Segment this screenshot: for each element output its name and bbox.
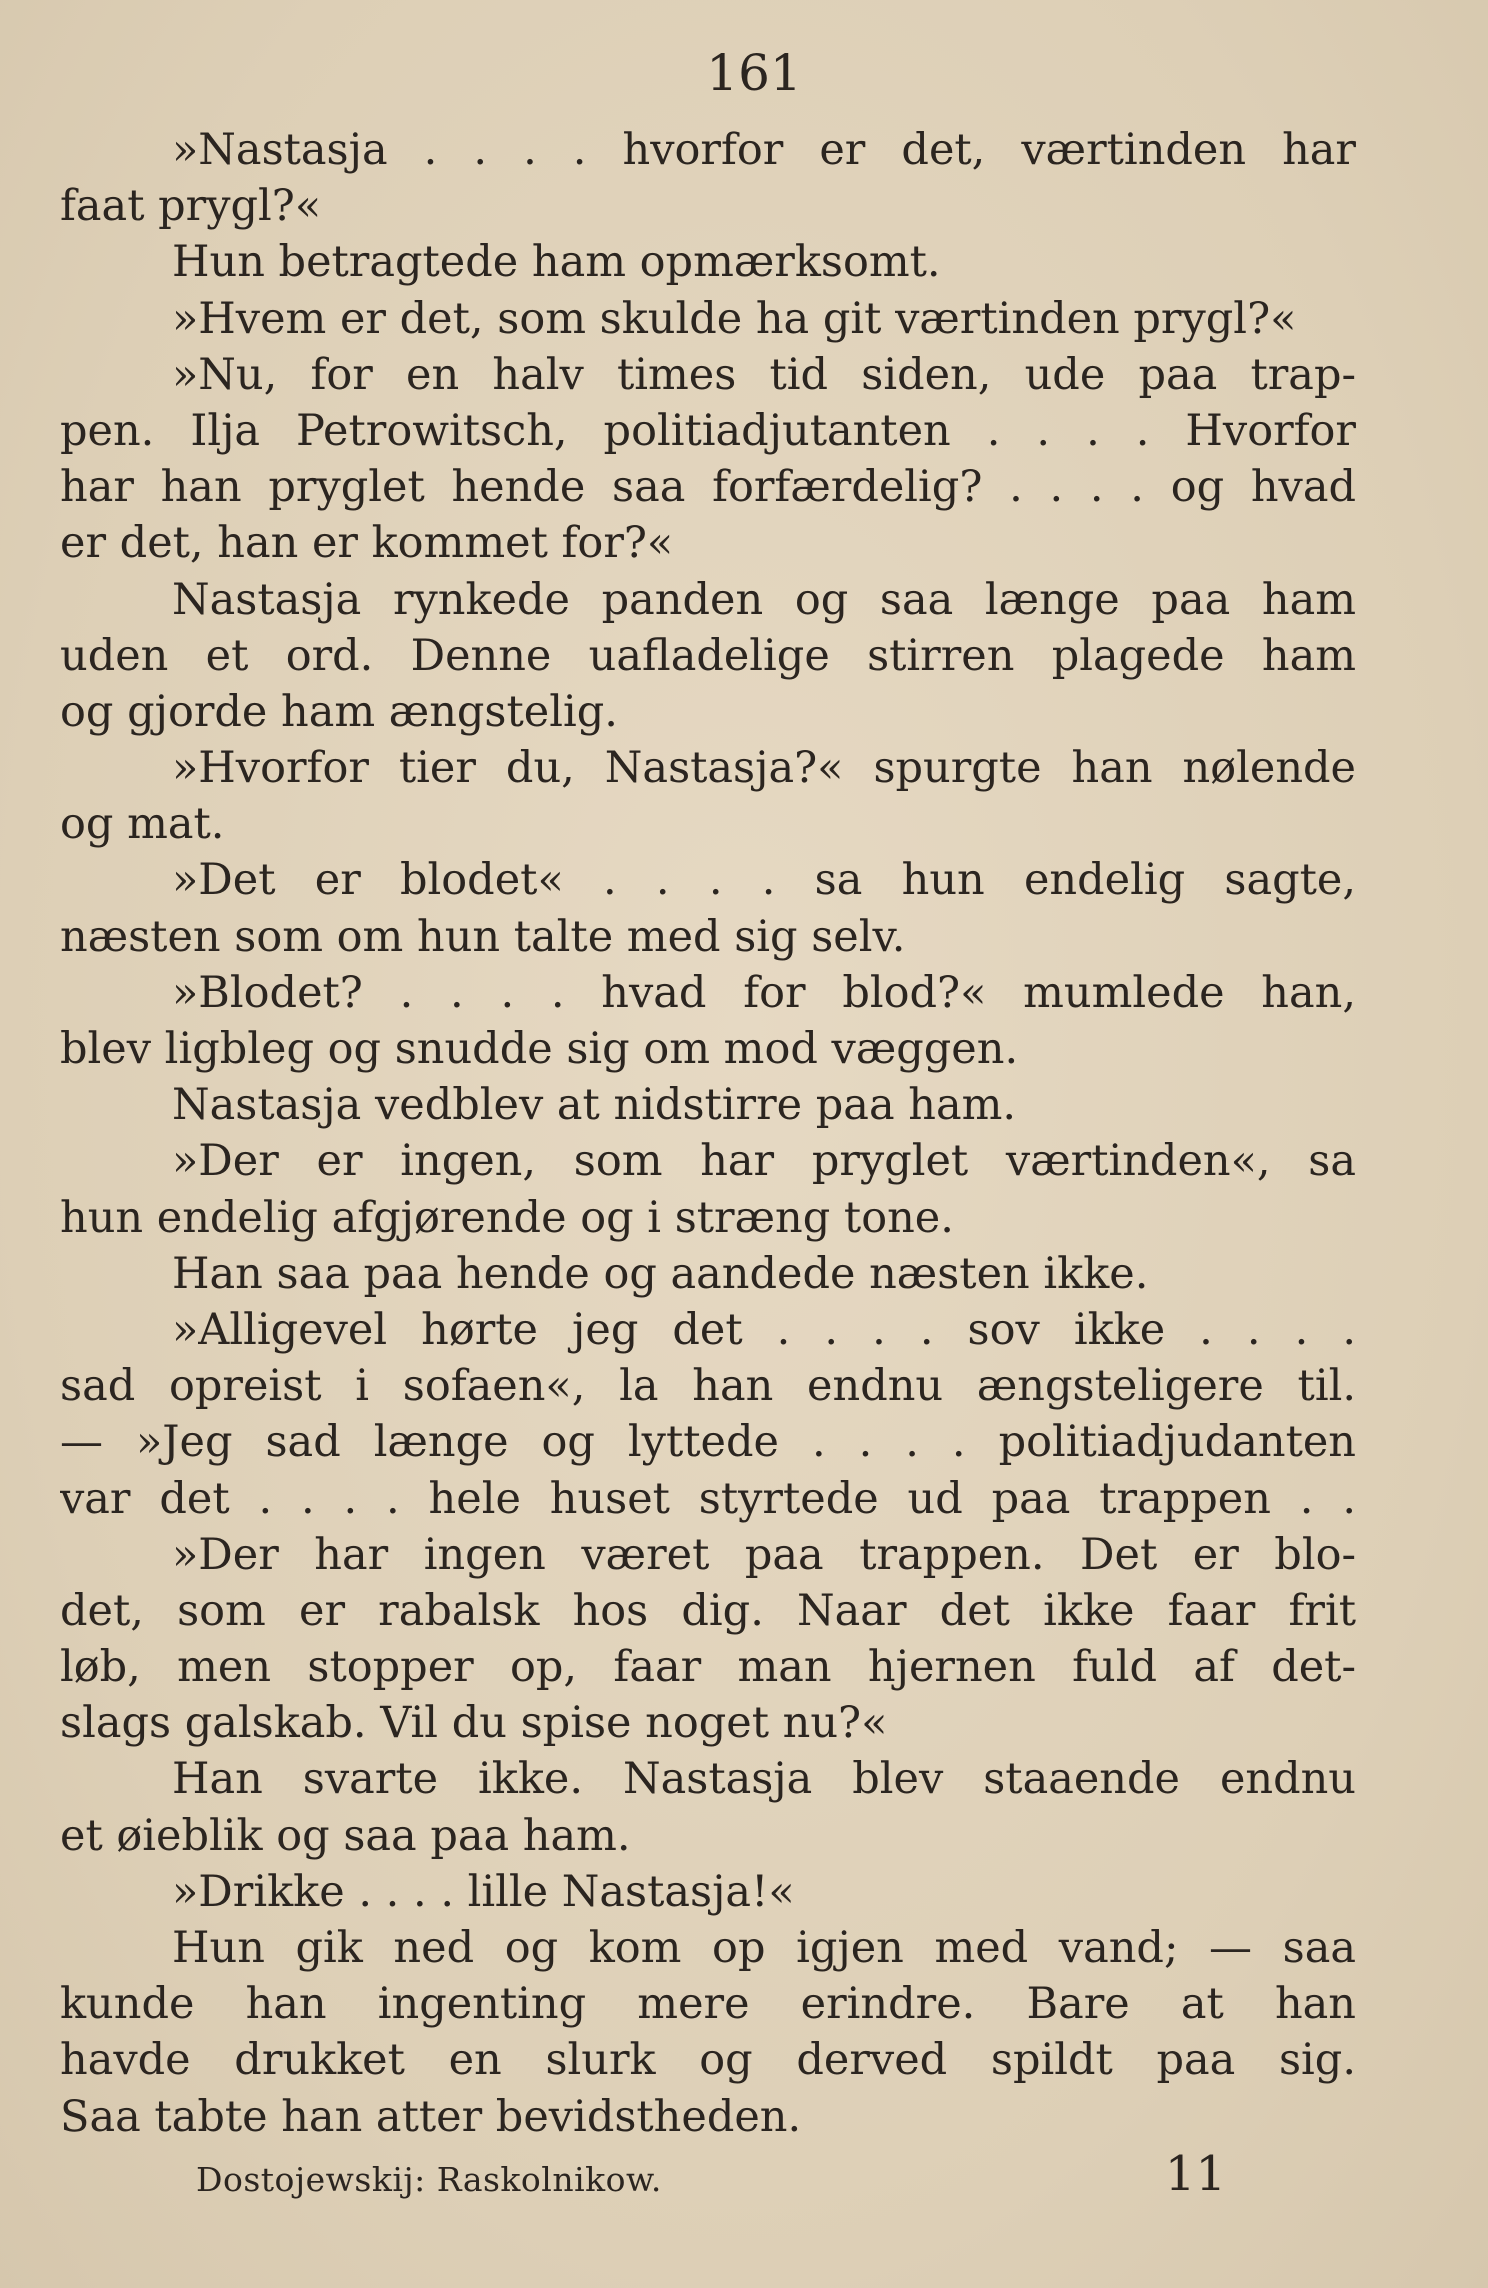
page-footer [196, 2146, 1226, 2216]
text-line: »Det er blodet« . . . . sa hun endelig sagte, [172, 855, 1356, 906]
text-line: »Nu, for en halv times tid siden, ude paa trap- [172, 349, 1356, 400]
text-line: og gjorde ham ængstelig. [60, 686, 618, 737]
text-line: Nastasja vedblev at nidstirre paa ham. [172, 1080, 1017, 1131]
text-line: »Hvorfor tier du, Nastasja?« spurgte han nølende [172, 743, 1356, 794]
text-line: »Nastasja . . . . hvorfor er det, værtinden har [172, 125, 1356, 175]
text-line: blev ligbleg og snudde sig om mod væggen. [60, 1024, 1019, 1074]
text-line: næsten som om hun talte med sig selv. [60, 911, 906, 962]
text-line: løb, men stopper op, faar man hjernen fuld af det- [60, 1642, 1356, 1693]
text-line: Nastasja rynkede panden og saa længe paa ham [172, 574, 1356, 625]
text-line: et øieblik og saa paa ham. [60, 1810, 631, 1861]
text-line: er det, han er kommet for?« [60, 518, 674, 569]
text-line: pen. Ilja Petrowitsch, politiadjutanten . . . . Hvorfor [60, 405, 1356, 456]
text-line: havde drukket en slurk og derved spildt paa sig. [60, 2035, 1356, 2086]
text-line: Han svarte ikke. Nastasja blev staaende endnu [172, 1754, 1356, 1805]
text-line: har han pryglet hende saa forfærdelig? . . . . og hvad [60, 462, 1356, 513]
text-line: Han saa paa hende og aandede næsten ikke. [172, 1248, 1149, 1299]
text-line: uden et ord. Denne uafladelige stirren plagede ham [60, 630, 1356, 681]
text-line: sad opreist i sofaen«, la han endnu ængsteligere til. [60, 1361, 1356, 1412]
text-line: slags galskab. Vil du spise noget nu?« [60, 1698, 888, 1749]
text-line: faat prygl?« [60, 181, 322, 232]
sheet-number: 11 [1164, 2146, 1226, 2202]
text-line: og mat. [60, 799, 225, 850]
body-text [60, 122, 1356, 2145]
text-line: »Der har ingen været paa trappen. Det er blo- [172, 1529, 1356, 1580]
text-line: — »Jeg sad længe og lyttede . . . . politiadjudanten [60, 1417, 1356, 1468]
page-number: 161 [706, 44, 802, 102]
text-line: »Drikke . . . . lille Nastasja!« [172, 1866, 795, 1917]
footer-signature: Dostojewskij: Raskolnikow. [196, 2160, 662, 2199]
text-line: hun endelig afgjørende og i stræng tone. [60, 1192, 954, 1243]
text-line: »Alligevel hørte jeg det . . . . sov ikke . . . . [172, 1304, 1356, 1355]
text-line: Saa tabte han atter bevidstheden. [60, 2091, 802, 2142]
text-line: kunde han ingenting mere erindre. Bare at han [60, 1979, 1356, 2030]
text-line: Hun betragtede ham opmærksomt. [172, 237, 941, 288]
text-line: var det . . . . hele huset styrtede ud paa trappen . . [60, 1473, 1356, 1524]
text-line: »Hvem er det, som skulde ha git værtinden prygl?« [172, 293, 1297, 344]
text-line: Hun gik ned og kom op igjen med vand; — saa [172, 1923, 1356, 1973]
text-line: »Blodet? . . . . hvad for blod?« mumlede han, [172, 967, 1356, 1018]
text-line: »Der er ingen, som har pryglet værtinden«, sa [172, 1136, 1356, 1187]
text-line: det, som er rabalsk hos dig. Naar det ikke faar frit [60, 1585, 1356, 1636]
